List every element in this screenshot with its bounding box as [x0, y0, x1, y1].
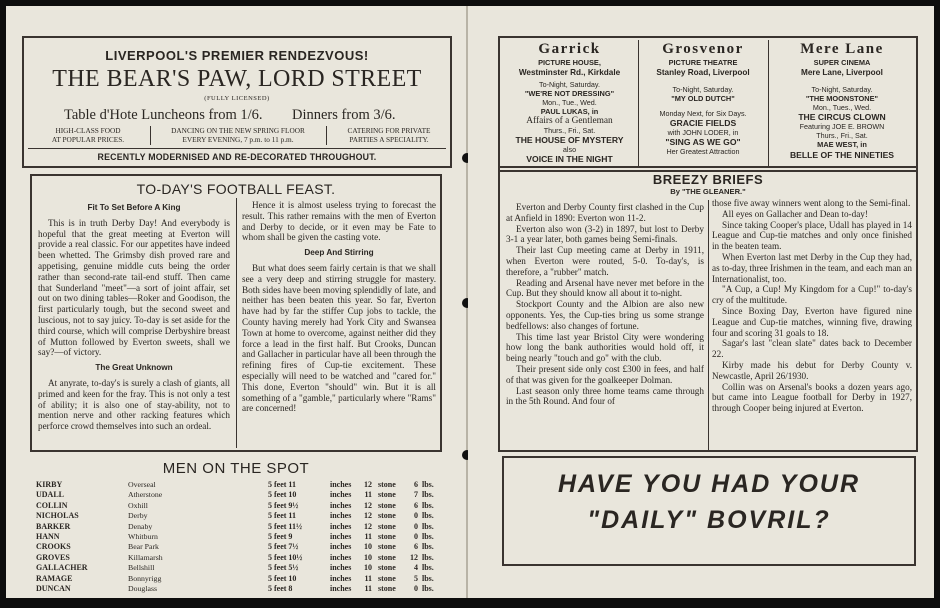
lbs-label: lbs. [422, 584, 434, 593]
briefs-heading: BREEZY BRIEFS [652, 172, 764, 187]
tonight-label: To-Night, Saturday. [539, 79, 600, 89]
subheading-fit-for-king: Fit To Set Before A King [87, 203, 181, 212]
player-name: GROVES [36, 552, 70, 562]
player-from: Bear Park [128, 542, 159, 552]
player-from: Killamarsh [128, 552, 163, 562]
player-stone: 12 [364, 521, 372, 531]
stone-label: stone [378, 563, 396, 573]
player-name: HANN [36, 532, 60, 541]
advert-catering [328, 127, 450, 145]
cinema-type: PICTURE THEATRE [668, 58, 738, 67]
inches-label: inches [330, 490, 352, 500]
article-column-2 [242, 200, 436, 414]
film-star: MAE WEST, in [817, 140, 867, 150]
brief-paragraph: Their present side only cost £300 in fees, and half of that was given for the goalkeeper Dolman. [506, 363, 704, 385]
film-star: Featuring JOE E. BROWN [799, 122, 885, 132]
lbs-label: lbs. [422, 563, 434, 573]
player-feet: 5 feet 11½ [268, 521, 302, 531]
cinema-tagline: Her Greatest Attraction [666, 147, 740, 157]
player-lbs: 6 [414, 542, 418, 552]
stone-label: stone [378, 480, 396, 489]
brief-paragraph: Sagar's last "clean slate" dates back to December 22. [712, 338, 912, 360]
brief-paragraph: Reading and Arsenal have never met before in the Cup. But they should know all about it to-night. [506, 277, 704, 299]
also-label: also [562, 145, 577, 155]
advert-divider-2 [326, 126, 327, 145]
player-from: Whitburn [128, 532, 158, 541]
days-label: Thurs., Fri., Sat. [816, 131, 868, 141]
player-feet: 5 feet 10 [268, 573, 297, 583]
player-stone: 12 [364, 500, 372, 510]
lbs-label: lbs. [422, 542, 434, 552]
player-from: Oxhill [128, 500, 148, 510]
days-label: Thurs., Fri., Sat. [543, 126, 596, 136]
advert-food-line-2: AT POPULAR PRICES. [51, 134, 125, 144]
inches-label: inches [330, 521, 352, 531]
article-paragraph: Hence it is almost useless trying to forecast the result. This rather remains with the men of Everton and Derby to decide, or it even may be Fate to whom shall be given the casting vote. [242, 200, 436, 243]
player-lbs: 5 [414, 573, 418, 583]
subheading-deep-stirring: Deep And Stirring [304, 248, 374, 258]
film-star: GRACIE FIELDS [669, 118, 737, 129]
briefs-byline: By "THE GLEANER." [670, 187, 746, 196]
stone-label: stone [378, 552, 396, 562]
tonight-film: "MY OLD DUTCH" [671, 93, 735, 103]
player-feet: 5 feet 9 [268, 532, 293, 541]
advert-luncheons: Table d'Hote Luncheons from 1/6. [64, 107, 263, 123]
brief-paragraph: Last season only three home teams came through in the 5th Round. And four of [506, 385, 704, 407]
brief-paragraph: Kirby made his debut for Derby County v. Newcastle, April 26/1930. [712, 359, 912, 381]
stone-label: stone [378, 500, 396, 510]
men-on-spot-heading: MEN ON THE SPOT [162, 460, 310, 477]
player-name: RAMAGE [36, 573, 73, 583]
film-star: with JOHN LODER, in [667, 128, 739, 138]
lbs-label: lbs. [422, 573, 434, 583]
cinema-name: Garrick [538, 41, 601, 57]
advert-dinners: Dinners from 3/6. [292, 107, 396, 123]
inches-label: inches [330, 542, 352, 552]
player-lbs: 12 [410, 552, 418, 562]
player-stone: 11 [364, 532, 372, 541]
player-name: NICHOLAS [36, 511, 79, 521]
inches-label: inches [330, 511, 352, 521]
advert-rule [28, 148, 446, 149]
advert-food [28, 127, 148, 145]
subheading-great-unknown: The Great Unknown [95, 363, 173, 373]
article-column-rule [236, 198, 237, 448]
cinema-garrick [502, 41, 637, 164]
cinema-listings [498, 36, 918, 172]
inches-label: inches [330, 500, 352, 510]
player-stone: 11 [364, 584, 372, 593]
player-lbs: 6 [414, 500, 418, 510]
breezy-briefs [498, 166, 918, 452]
player-name: UDALL [36, 490, 65, 500]
days-label: Monday Next, for Six Days. [659, 109, 747, 119]
cinema-name: Mere Lane [800, 41, 884, 57]
days-label: Mon., Tue., Wed. [542, 98, 597, 108]
player-from: Douglass [128, 584, 158, 593]
brief-paragraph: Stockport County and the Albion are also new opponents. Yes, the Cup-ties bring us some strange bedfellows: also changes of fortune. [506, 299, 704, 331]
player-name: DUNCAN [36, 584, 71, 593]
player-feet: 5 feet 7½ [268, 542, 299, 552]
brief-paragraph: Since Boxing Day, Everton have figured nine League and Cup-tie matches, winning five, drawing four and scoring 31 goals to 18. [712, 305, 912, 338]
cinema-address: Westminster Rd., Kirkdale [518, 67, 621, 77]
film-title: THE CIRCUS CLOWN [798, 112, 886, 123]
players-table [36, 480, 446, 596]
advert-dancing-line-1: DANCING ON THE NEW SPRING FLOOR [171, 126, 305, 135]
player-from: Bellshill [128, 563, 155, 573]
stone-label: stone [378, 490, 396, 500]
briefs-column-2 [712, 198, 912, 414]
lbs-label: lbs. [422, 500, 434, 510]
player-name: BARKER [36, 521, 71, 531]
brief-paragraph: When Everton last met Derby in the Cup they had, as to-day, three Irishmen in the team, and each man an Internationalist, too. [712, 251, 912, 284]
advert-dancing-line-2: EVERY EVENING, 7 p.m. to 11 p.m. [182, 134, 294, 144]
briefs-column-rule [708, 200, 709, 450]
brief-paragraph: "A Cup, a Cup! My Kingdom for a Cup!" to-day's cry of the multitude. [712, 284, 912, 306]
article-heading: TO-DAY'S FOOTBALL FEAST. [136, 181, 336, 197]
player-stone: 12 [364, 511, 372, 521]
player-lbs: 0 [414, 511, 418, 521]
player-lbs: 4 [414, 563, 418, 573]
article-column-1 [38, 198, 230, 432]
stone-label: stone [378, 532, 396, 541]
inches-label: inches [330, 552, 352, 562]
tonight-label: To-Night, Saturday. [672, 84, 734, 94]
tonight-label: To-Night, Saturday. [811, 84, 873, 94]
player-stone: 11 [364, 573, 372, 583]
advert-divider-1 [150, 126, 151, 145]
player-lbs: 6 [414, 480, 418, 489]
cinema-name: Grosvenor [662, 41, 744, 57]
brief-paragraph: Collin was on Arsenal's books a dozen years ago, but came into League football for Derby in 1927, through Cooper being injured at Everton. [712, 381, 912, 414]
player-stone: 10 [364, 542, 372, 552]
player-stone: 11 [364, 490, 372, 500]
player-name: KIRBY [36, 480, 63, 489]
article-paragraph: This is in truth Derby Day! And everybody is hopeful that the great meeting at Everton will provide a real classic. For our appetites have indeed been whetted. The Grimsby dish proved rare and appetising, genuine middle cuts being the order rather than second-rate tail-end stuff. Then came that Sunderland "meet"—a sort of joint affair, set out on two dining tables—Roker and Goodison, the first particularly tough, but the second sweet and luscious, not to say juicy. To-day is set aside for the third course, which will comprise Derbyshire breast of Mutton followed by Everton sweets, shall we say?—of victory. [38, 217, 230, 358]
player-from: Denaby [128, 521, 153, 531]
cinema-type: SUPER CINEMA [813, 58, 871, 67]
lbs-label: lbs. [422, 521, 434, 531]
stone-label: stone [378, 511, 396, 521]
inches-label: inches [330, 584, 352, 593]
brief-paragraph: This time last year Bristol City were wondering how long the bank authorities would hold off, it being nearly "touch and go" with the club. [506, 331, 704, 364]
cinema-grosvenor [640, 41, 766, 156]
cinema-divider [768, 40, 769, 168]
bovril-advert [502, 456, 916, 566]
player-feet: 5 feet 5½ [268, 563, 299, 573]
player-name: CROOKS [36, 542, 71, 552]
advert-licence: (FULLY LICENSED) [204, 95, 270, 102]
advert-dancing [152, 127, 324, 145]
inches-label: inches [330, 573, 352, 583]
lbs-label: lbs. [422, 490, 434, 500]
film-title: VOICE IN THE NIGHT [526, 154, 613, 165]
inches-label: inches [330, 480, 352, 489]
stone-label: stone [378, 521, 396, 531]
film-title: Affairs of a Gentleman [526, 115, 613, 126]
cinema-mere-lane [770, 41, 914, 160]
film-title: BELLE OF THE NINETIES [789, 149, 895, 160]
player-feet: 5 feet 8 [268, 584, 293, 593]
inches-label: inches [330, 532, 352, 541]
brief-paragraph: those five away winners went along to the Semi-final. [712, 198, 911, 208]
brief-paragraph: All eyes on Gallacher and Dean to-day! [722, 208, 868, 219]
bovril-line-2: "DAILY" BOVRIL? [587, 506, 831, 534]
player-stone: 12 [364, 480, 372, 489]
bears-paw-advert [22, 36, 452, 168]
article-paragraph: But what does seem fairly certain is that we shall see a very deep and stirring struggle for mastery. Both sides have been moving splendidly of late, and neither has been beaten this year. So far, Everton have had by far the stiffer Cup jobs to tackle, the County having merely had York City and Swansea Town at home to overcome, against neither did they force a lead in the first half. But Crooks, Duncan and Gallacher in particular have all been through the refining fires of Cup-tie excitement. These especially will need to be watched and "cared for." This done, Everton "should" win. But it is all something of a "gamble," particularly where "Rams" are concerned! [242, 262, 436, 414]
bovril-line-1: HAVE YOU HAD YOUR [557, 470, 861, 498]
film-star: PAUL LUKAS, in [540, 107, 599, 117]
tonight-film: "WE'RE NOT DRESSING" [524, 88, 615, 98]
player-name: COLLIN [36, 500, 68, 510]
player-stone: 10 [364, 552, 372, 562]
player-stone: 10 [364, 563, 372, 573]
player-feet: 5 feet 11 [268, 480, 296, 489]
player-lbs: 7 [414, 490, 418, 500]
player-name: GALLACHER [36, 563, 88, 573]
cinema-type: PICTURE HOUSE, [538, 58, 601, 67]
film-title: THE HOUSE OF MYSTERY [515, 135, 624, 146]
brief-paragraph: Their last Cup meeting came at Derby in 1911, when Everton were routed, 5-0. To-day's, is therefore, a "rubber" match. [506, 245, 704, 277]
cinema-address: Stanley Road, Liverpool [656, 67, 750, 77]
football-feast-article [30, 174, 442, 452]
lbs-label: lbs. [422, 511, 434, 521]
lbs-label: lbs. [422, 480, 434, 489]
player-from: Bonnyrigg [128, 573, 162, 583]
lbs-label: lbs. [422, 532, 434, 541]
stone-label: stone [378, 542, 396, 552]
right-page [468, 6, 934, 598]
brief-paragraph: Since taking Cooper's place, Udall has played in 14 League and Cup-tie matches and only once finished in the beaten team. [712, 219, 912, 252]
lbs-label: lbs. [422, 552, 434, 562]
advert-footer: RECENTLY MODERNISED AND RE-DECORATED THROUGHOUT. [97, 152, 377, 162]
player-feet: 5 feet 10 [268, 490, 297, 500]
days-label: Mon., Tues., Wed. [812, 103, 872, 113]
cinema-divider [638, 40, 639, 168]
article-paragraph: At anyrate, to-day's is surely a clash of giants, all primed and keen for the fray. This is not only a test of ability; it is also one of stay-ability, not to mention nerve and other racking features which perforce crowd themselves into such an ordeal. [38, 377, 230, 432]
film-title: "SING AS WE GO" [665, 137, 741, 148]
stone-label: stone [378, 584, 396, 593]
cinema-address: Mere Lane, Liverpool [801, 67, 883, 77]
player-from: Atherstone [128, 490, 163, 500]
player-feet: 5 feet 10½ [268, 552, 303, 562]
stone-label: stone [378, 573, 396, 583]
player-lbs: 0 [414, 521, 418, 531]
advert-title: THE BEAR'S PAW, LORD STREET [52, 66, 422, 92]
advert-tagline: LIVERPOOL'S PREMIER RENDEZVOUS! [105, 48, 369, 63]
left-page [6, 6, 466, 598]
tonight-film: "THE MOONSTONE" [805, 93, 879, 103]
brief-paragraph: Everton also won (3-2) in 1897, but lost to Derby 3-1 a year later, both games being Semi-finals. [506, 223, 704, 245]
briefs-column-1 [506, 202, 704, 407]
player-lbs: 0 [414, 532, 418, 541]
advert-food-line-1: HIGH-CLASS FOOD [55, 126, 121, 135]
player-from: Derby [128, 511, 148, 521]
advert-catering-line-2: PARTIES A SPECIALITY. [349, 134, 429, 144]
player-feet: 5 feet 9½ [268, 500, 299, 510]
inches-label: inches [330, 563, 352, 573]
player-from: Overseal [128, 480, 156, 489]
brief-paragraph: Everton and Derby County first clashed in the Cup at Anfield in 1890: Everton won 11-2. [506, 202, 704, 223]
player-lbs: 0 [414, 584, 418, 593]
advert-catering-line-1: CATERING FOR PRIVATE [347, 126, 431, 135]
player-feet: 5 feet 11 [268, 511, 296, 521]
